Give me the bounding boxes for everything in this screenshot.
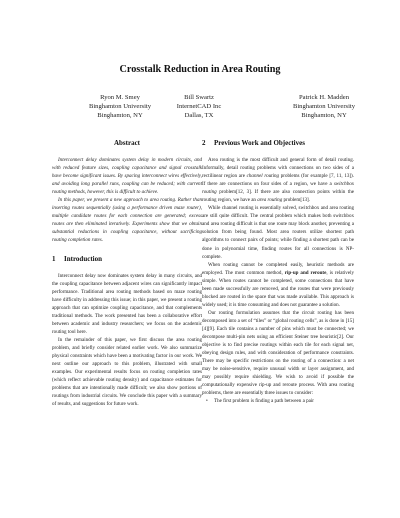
author-name: Patrick H. Madden <box>299 94 349 101</box>
term-switchbox-routing: switchbox routing <box>202 181 354 196</box>
author-location: Binghamton, NY <box>97 112 143 119</box>
section-number: 1 <box>52 254 56 263</box>
term-area-routing: area routing <box>257 197 283 204</box>
section-title: Introduction <box>64 254 102 263</box>
author-affiliation: InternetCAD Inc <box>176 103 222 110</box>
abstract <box>52 156 202 245</box>
term-rip-up-reroute: rip-up and reroute <box>284 269 327 276</box>
intro-heading <box>52 255 202 264</box>
abstract-paragraph: Interconnect delay dominates system delay in modern circuits, and with reduced feature sizes, coupling capacitance and signal crosstalk have become significant issues. By spacing interconnect wires effectively, and avoiding long parallel runs, coupling can be reduced; with current routing methods, however, this is difficult to achieve. <box>52 157 202 196</box>
bullet-item: • The first problem is finding a path between a pair <box>202 397 354 405</box>
paper-title: Crosstalk Reduction in Area Routing <box>119 64 281 75</box>
author-location: Binghamton, NY <box>301 112 347 119</box>
author-name: Ryon M. Smey <box>100 94 140 101</box>
term-channel-routing: channel routing <box>246 173 280 180</box>
author-name: Bill Swartz <box>184 94 214 101</box>
author-affiliation: Binghamton University <box>88 103 152 110</box>
previous-paragraph-3: When routing cannot be completed easily, heuristic methods are employed. The most common method, rip-up and reroute, is relatively simple. When routes cannot be completed, some connections that have been made successfully are removed, and the routes that were previously blocked are routed in the space that was made available. This approach is widely used; it is time consuming and does not guarantee a solution. <box>202 261 354 308</box>
intro-paragraph: Interconnect delay now dominates system delay in many circuits, and the coupling capacitance between adjacent wires can significantly impact performance. Traditional area routing methods based on maze routing have difficulty in addressing this issue; in this paper, we present a routing approach that can optimize coupling capacitance, and that complements traditional methods. The work presented has been a collaborative effort between academic and industry researchers; we focus on the academic routing tool here. <box>52 272 202 335</box>
abstract-heading: Abstract <box>113 139 141 147</box>
author-affiliation: Binghamton University <box>292 103 356 110</box>
right-column <box>202 139 354 405</box>
intro-paragraph: In the remainder of this paper, we first discuss the area routing problem, and briefly consider related earlier work. We also summarize physical constraints which have been a motivating factor in our work. We next outline our approach to this problem, illustrated with small examples. Our experimental results focus on routing completion rates (which reflect achievable routing density) and capacitance estimates for problems that are intentionally made difficult; we also show portions of routings from industrial circuits. We conclude this paper with a summary of results, and suggestions for future work. <box>52 336 202 408</box>
left-column <box>52 139 202 408</box>
section-title: Previous Work and Objectives <box>214 139 305 147</box>
previous-paragraph-4: Our routing formulation assumes that the circuit routing has been decomposed into a set of “tiles” or “global routing cells”, as is done in [15][4][9]. Each tile contains a number of pins which must be connected; we decompose multi-pin nets using an efficient Steiner tree heuristic[2]. Our objective is to find precise routings within each tile for each signal net, obeying design rules, and with consideration of performance constraints. There may be specific restrictions on the routing of a connection: a net may be noise-sensitive, require unusual width or layer assignment, and may possibly require shielding. We wish to avoid if possible the computationally expensive rip-up and reroute process. With area routing problems, there are essentially three issues to consider: <box>202 309 354 397</box>
author-block-3 <box>276 93 372 120</box>
author-block-2 <box>158 93 240 120</box>
previous-paragraph-1: Area routing is the most difficult and general form of detail routing. Informally, detail routing problems with connections on two sides of a rectilinear region are channel routing problems (for example [7, 11, 13]). If there are connections on four sides of a region, we have a switchbox routing problem[12, 3]. If there are also connection points within the routing region, we have an area routing problem[13]. <box>202 157 355 204</box>
section-number: 2 <box>202 139 206 147</box>
previous-work-heading <box>202 139 354 148</box>
author-location: Dallas, TX <box>184 112 214 119</box>
abstract-paragraph: In this paper, we present a new approach to area routing. Rather than inserting routes sequentially (using a performance driven maze router), multiple candidate routes for each connection are generated; excess routes are then eliminated iteratively. Experiments show that we obtain substantial reductions in coupling capacitance, without sacrificing routing completion rates. <box>52 197 202 244</box>
previous-paragraph-2: While channel routing is essentially solved, switchbox and area routing are still quite difficult. The central problem which makes both switchbox and area routing difficult is that one route may block another, preventing a solution from being found. Most area routers utilize shortest path algorithms to connect pairs of points; while finding a shortest path can be done in polynomial time, finding routes for all connections is NP-complete. <box>202 205 354 260</box>
author-block-1 <box>74 93 166 120</box>
intro-body <box>52 272 202 409</box>
previous-work-body <box>202 156 354 405</box>
